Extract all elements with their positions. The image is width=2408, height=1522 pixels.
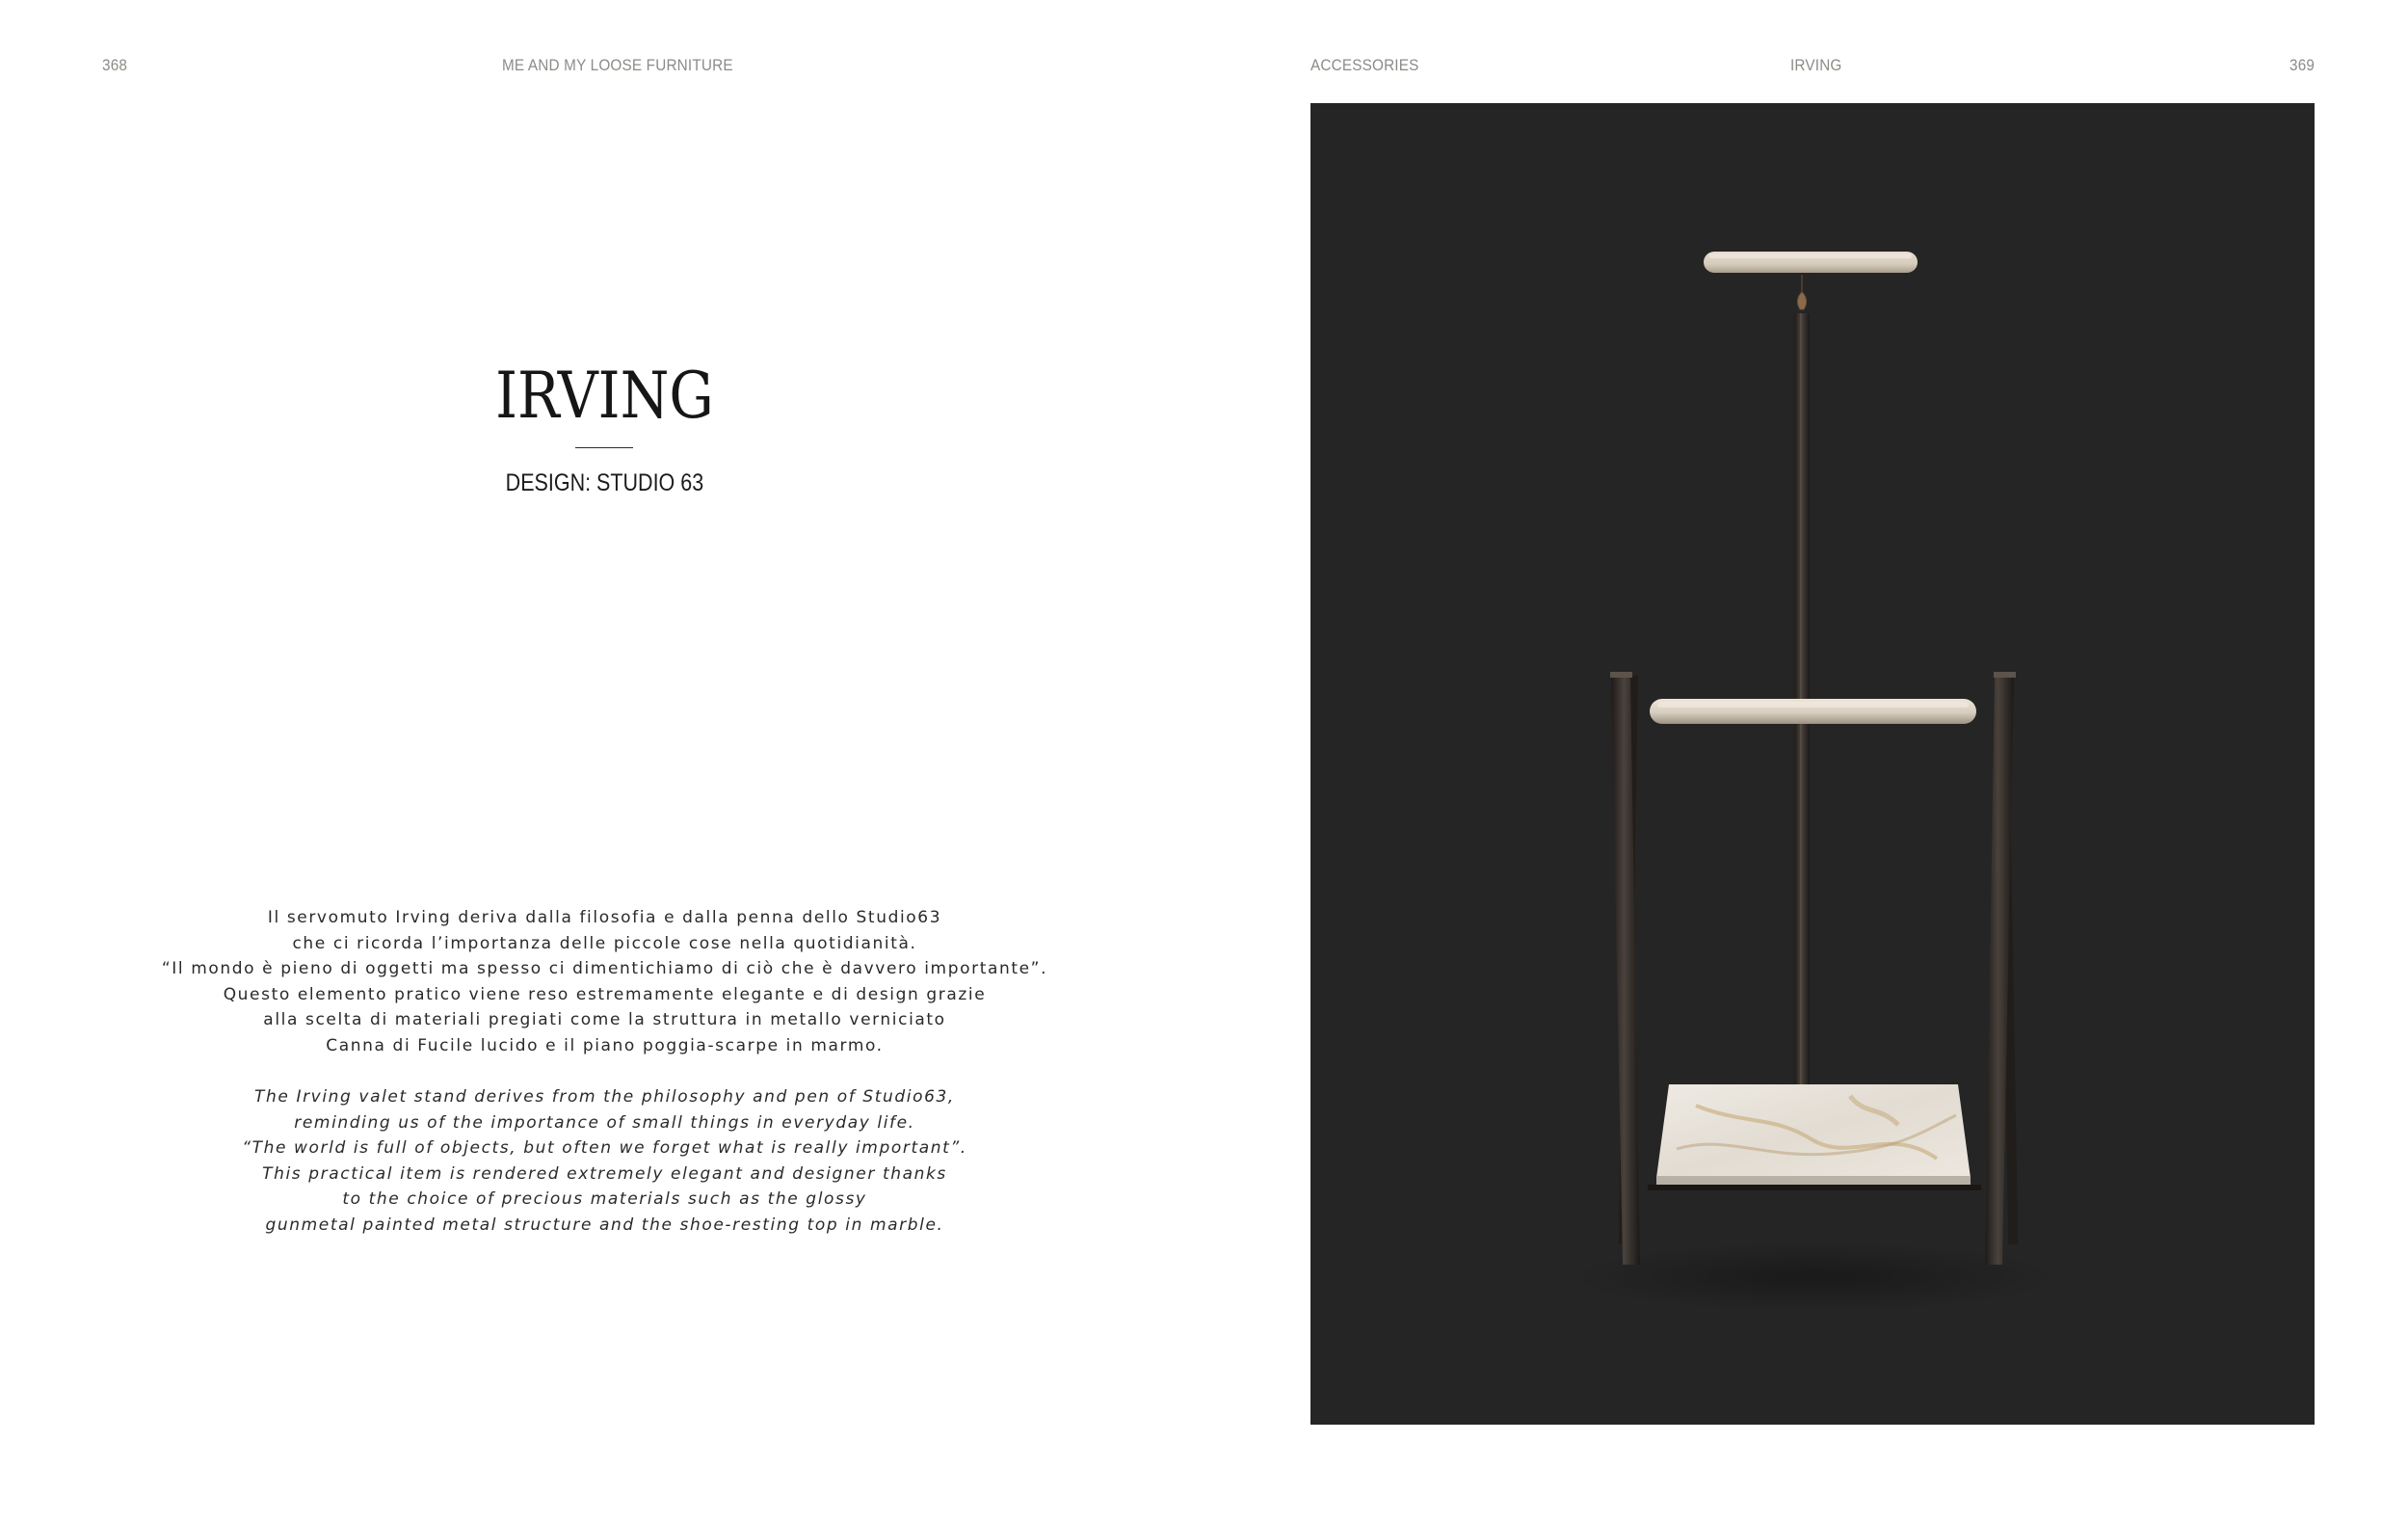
- product-photo: [1310, 103, 2315, 1425]
- description-line: Il servomuto Irving deriva dalla filosofia e dalla penna dello Studio63: [267, 908, 942, 927]
- description-line: alla scelta di materiali pregiati come la struttura in metallo verniciato: [263, 1010, 946, 1030]
- description-line: “Il mondo è pieno di oggetti ma spesso ci dimentichiamo di ciò che è davvero importante”.: [161, 959, 1048, 979]
- description-line: Questo elemento pratico viene reso estremamente elegante e di design grazie: [223, 984, 987, 1004]
- product-title: IRVING: [495, 359, 714, 433]
- product-label-right: IRVING: [1790, 56, 1842, 74]
- description-line: The Irving valet stand derives from the philosophy and pen of Studio63,: [254, 1087, 955, 1107]
- description-italian: [0, 905, 1209, 1059]
- description-line: reminding us of the importance of small things in everyday life.: [294, 1112, 915, 1133]
- designer-credit: DESIGN: STUDIO 63: [505, 469, 704, 496]
- description-line: This practical item is rendered extremely elegant and designer thanks: [262, 1163, 947, 1184]
- marble-tray-edge: [1656, 1176, 1971, 1185]
- section-label-right: ACCESSORIES: [1310, 56, 1419, 74]
- page-number-right: 369: [2289, 56, 2315, 74]
- description-line: che ci ricorda l’importanza delle piccole cose nella quotidianità.: [292, 933, 917, 953]
- description-line: “The world is full of objects, but often we forget what is really important”.: [242, 1138, 967, 1159]
- tray-hook: [1797, 275, 1806, 309]
- running-title-left: ME AND MY LOOSE FURNITURE: [502, 56, 733, 74]
- description-line: Canna di Fucile lucido e il piano poggia-scarpe in marmo.: [326, 1035, 884, 1055]
- floor-shadow: [1574, 1242, 2055, 1312]
- description-english: [0, 1084, 1209, 1239]
- description-line: to the choice of precious materials such as the glossy: [342, 1189, 867, 1210]
- description-line: gunmetal painted metal structure and the shoe-resting top in marble.: [265, 1215, 944, 1235]
- valet-stand-illustration: [1310, 103, 2315, 1425]
- page-number-left: 368: [102, 56, 128, 74]
- title-divider: [575, 447, 633, 448]
